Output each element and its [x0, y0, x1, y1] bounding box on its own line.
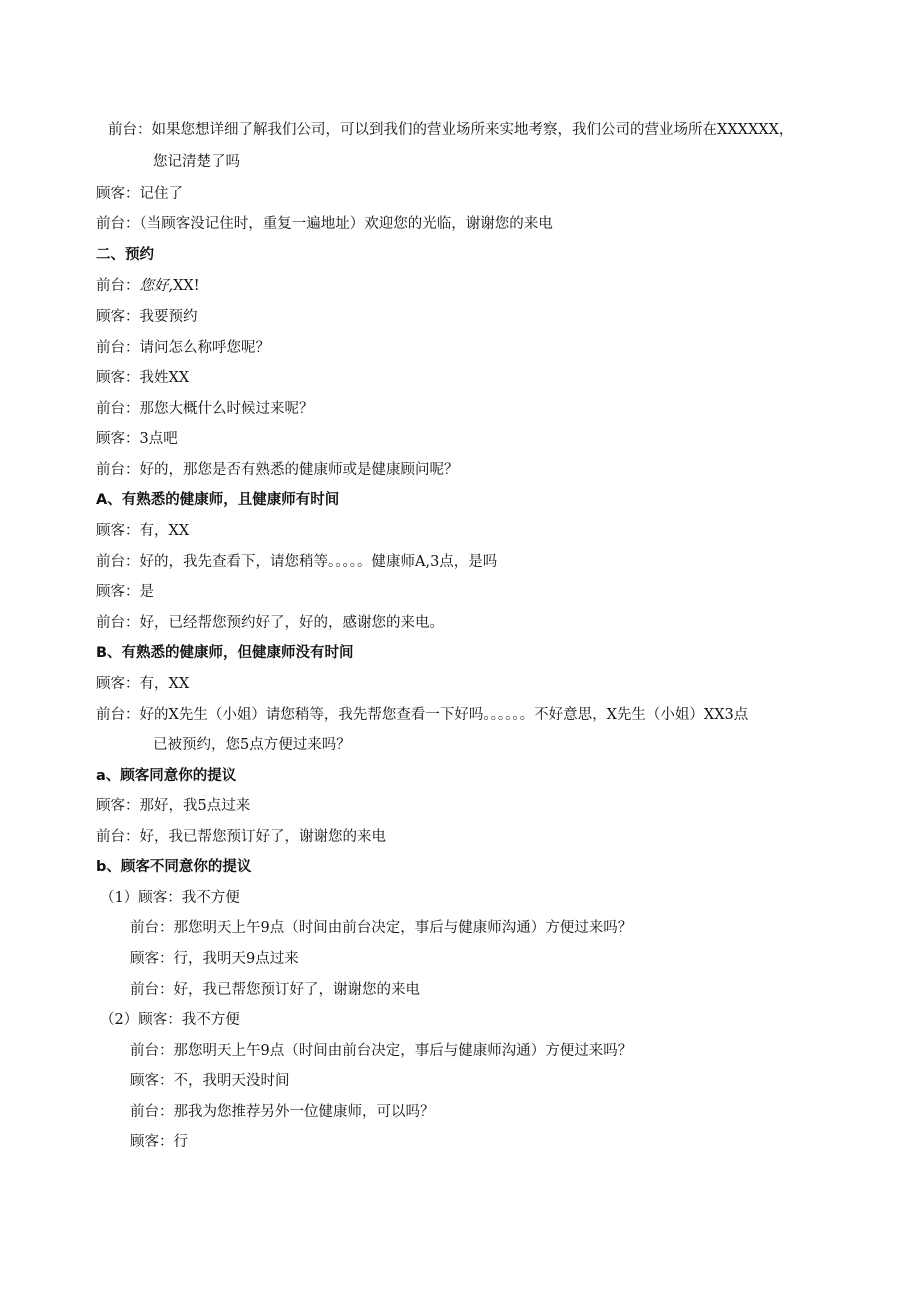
indented-dialogue-line: 顾客：行 — [130, 1134, 188, 1150]
dialogue-line: 顾客：是 — [96, 584, 154, 600]
dialogue-line: 前台：好的，那您是否有熟悉的健康师或是健康顾问呢？ — [96, 462, 459, 478]
dialogue-line: 顾客：我要预约 — [96, 309, 198, 325]
case-heading-a: A、有熟悉的健康师，且健康师有时间 — [96, 492, 340, 508]
greeting-name: XX! — [173, 278, 200, 294]
dialogue-line: 前台：好，已经帮您预约好了，好的，感谢您的来电。 — [96, 615, 444, 631]
dialogue-line: 顾客：有，XX — [96, 676, 190, 692]
dialogue-line: 顾客：记住了 — [96, 186, 183, 202]
dialogue-line: 前台：如果您想详细了解我们公司，可以到我们的营业场所来实地考察，我们公司的营业场所在XXXXXX， — [108, 122, 794, 138]
sub-heading-b: b、顾客不同意你的提议 — [96, 859, 252, 875]
indented-dialogue-line: 前台：那您明天上午9点（时间由前台决定，事后与健康师沟通）方便过来吗？ — [130, 920, 633, 936]
dialogue-line: 前台：那您大概什么时候过来呢？ — [96, 401, 314, 417]
dialogue-line: 顾客：3点吧 — [96, 431, 178, 447]
dialogue-line-continuation: 已被预约，您5点方便过来吗？ — [153, 737, 351, 753]
dialogue-line-continuation: 您记清楚了吗 — [153, 154, 240, 170]
numbered-line: （1）顾客：我不方便 — [100, 890, 240, 906]
dialogue-line: 前台：好的，我先查看下，请您稍等。。。。。健康师A,3点，是吗 — [96, 554, 498, 570]
indented-dialogue-line: 前台：那您明天上午9点（时间由前台决定，事后与健康师沟通）方便过来吗？ — [130, 1043, 633, 1059]
section-heading: 二、预约 — [96, 247, 154, 263]
dialogue-line: 顾客：我姓XX — [96, 370, 190, 386]
indented-dialogue-line: 顾客：不，我明天没时间 — [130, 1073, 290, 1089]
numbered-line: （2）顾客：我不方便 — [100, 1012, 240, 1028]
indented-dialogue-line: 前台：好，我已帮您预订好了，谢谢您的来电 — [130, 982, 420, 998]
dialogue-line: 顾客：有，XX — [96, 523, 190, 539]
dialogue-line: 前台：请问怎么称呼您呢？ — [96, 340, 270, 356]
dialogue-line: 顾客：那好，我5点过来 — [96, 798, 251, 814]
dialogue-line: 前台：好，我已帮您预订好了，谢谢您的来电 — [96, 829, 386, 845]
speaker-label: 前台： — [96, 278, 140, 294]
indented-dialogue-line: 前台：那我为您推荐另外一位健康师，可以吗？ — [130, 1104, 435, 1120]
dialogue-line: 前台：（当顾客没记住时，重复一遍地址）欢迎您的光临，谢谢您的来电 — [96, 216, 553, 232]
dialogue-line — [96, 276, 200, 296]
sub-heading-a: a、顾客同意你的提议 — [96, 768, 237, 784]
indented-dialogue-line: 顾客：行，我明天9点过来 — [130, 951, 299, 967]
dialogue-line: 前台：好的X先生（小姐）请您稍等，我先帮您查看一下好吗。。。。。。不好意思，X先生（小姐）XX3点 — [96, 707, 749, 723]
case-heading-b: B、有熟悉的健康师，但健康师没有时间 — [96, 645, 354, 661]
greeting-italic: 您好, — [139, 278, 174, 294]
